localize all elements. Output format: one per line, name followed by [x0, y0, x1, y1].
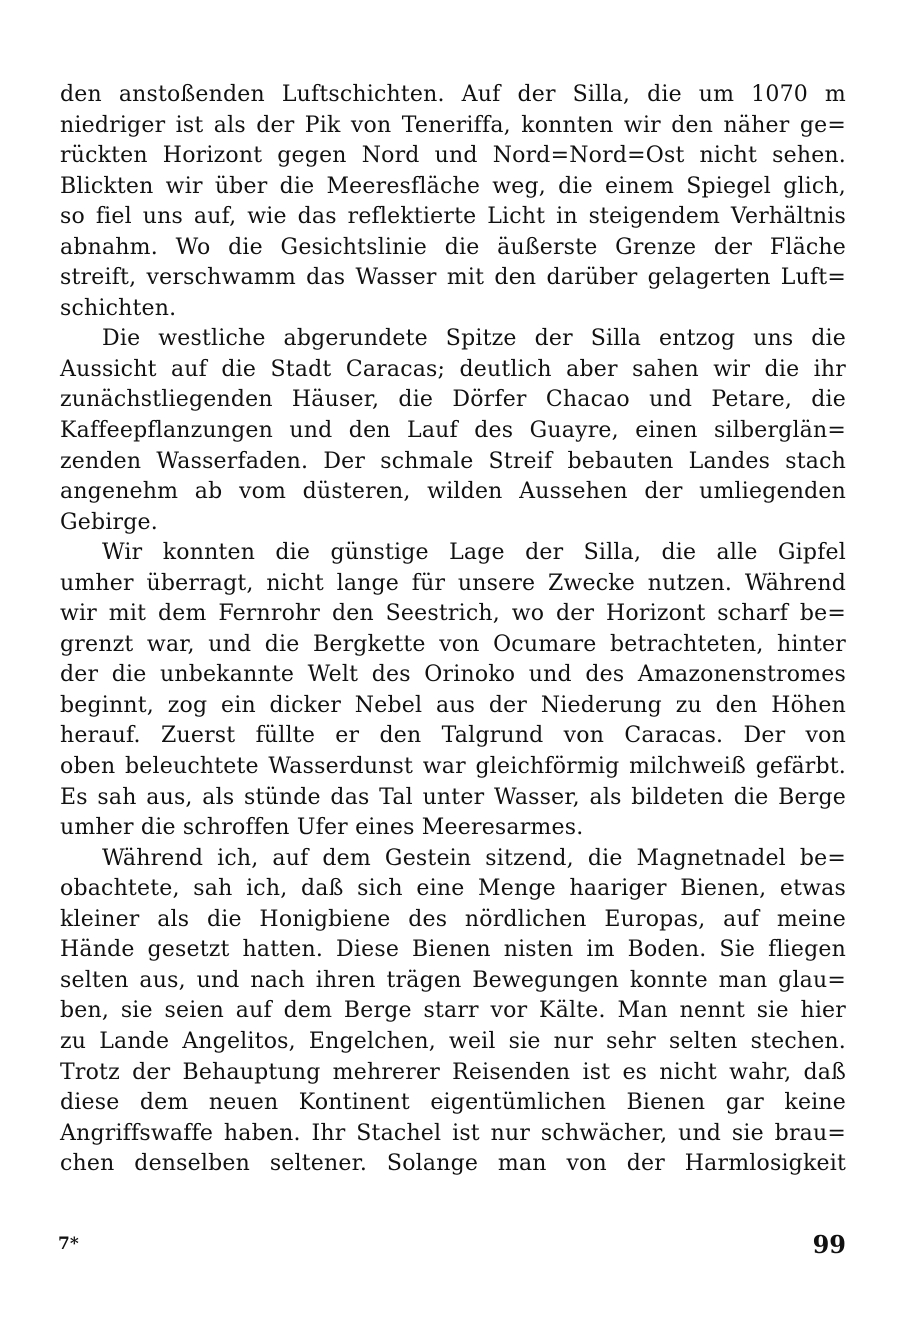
- text-line: Gebirge.: [60, 509, 158, 535]
- page-body-text: [60, 80, 846, 1180]
- text-line: grenzt war, und die Bergkette von Ocumare betrachteten, hinter: [60, 631, 846, 657]
- text-line: so fiel uns auf, wie das reflektierte Licht in steigendem Verhältnis: [60, 204, 846, 230]
- signature-mark: 7*: [58, 1234, 79, 1254]
- text-line: Blickten wir über die Meeresfläche weg, die einem Spiegel glich,: [60, 173, 846, 199]
- text-line: den anstoßenden Luftschichten. Auf der Silla, die um 1070 m: [60, 82, 846, 107]
- text-line: umher überragt, nicht lange für unsere Zwecke nutzen. Während: [60, 570, 846, 596]
- text-line: Aussicht auf die Stadt Caracas; deutlich aber sahen wir die ihr: [60, 356, 846, 382]
- text-line: oben beleuchtete Wasserdunst war gleichförmig milchweiß gefärbt.: [60, 754, 846, 780]
- paragraph-first-line: Wir konnten die günstige Lage der Silla, die alle Gipfel: [102, 540, 846, 566]
- paragraph-first-line: Die westliche abgerundete Spitze der Silla entzog uns die: [102, 326, 846, 352]
- text-line: ben, sie seien auf dem Berge starr vor Kälte. Man nennt sie hier: [60, 998, 846, 1024]
- text-line: Angriffswaffe haben. Ihr Stachel ist nur schwächer, und sie brau=: [60, 1120, 846, 1146]
- text-line: Trotz der Behauptung mehrerer Reisenden ist es nicht wahr, daß: [60, 1059, 846, 1085]
- text-line: der die unbekannte Welt des Orinoko und des Amazonenstromes: [60, 662, 846, 688]
- text-line: schichten.: [60, 295, 177, 321]
- text-line: rückten Horizont gegen Nord und Nord=Nord=Ost nicht sehen.: [60, 143, 846, 169]
- page-number: 99: [812, 1230, 846, 1259]
- text-line: herauf. Zuerst füllte er den Talgrund von Caracas. Der von: [60, 723, 846, 749]
- text-line: abnahm. Wo die Gesichtslinie die äußerste Grenze der Fläche: [60, 234, 846, 260]
- text-line: streift, verschwamm das Wasser mit den darüber gelagerten Luft=: [60, 265, 846, 291]
- text-line: diese dem neuen Kontinent eigentümlichen Bienen gar keine: [60, 1090, 846, 1116]
- text-line: kleiner als die Honigbiene des nördlichen Europas, auf meine: [60, 906, 846, 932]
- text-line: zu Lande Angelitos, Engelchen, weil sie nur sehr selten stechen.: [60, 1028, 846, 1054]
- text-line: Kaffeepflanzungen und den Lauf des Guayre, einen silberglän=: [60, 418, 846, 444]
- paragraph-first-line: Während ich, auf dem Gestein sitzend, die Magnetnadel be=: [102, 845, 846, 871]
- text-line: Hände gesetzt hatten. Diese Bienen nisten im Boden. Sie fliegen: [60, 937, 846, 963]
- text-line: angenehm ab vom düsteren, wilden Aussehen der umliegenden: [60, 479, 846, 505]
- text-line: beginnt, zog ein dicker Nebel aus der Niederung zu den Höhen: [60, 692, 846, 718]
- text-line: zenden Wasserfaden. Der schmale Streif bebauten Landes stach: [60, 448, 846, 474]
- text-line: umher die schroffen Ufer eines Meeresarmes.: [60, 815, 584, 841]
- text-line: chen denselben seltener. Solange man von der Harmlosigkeit: [60, 1151, 846, 1177]
- text-line: selten aus, und nach ihren trägen Bewegungen konnte man glau=: [60, 967, 846, 993]
- text-line: obachtete, sah ich, daß sich eine Menge haariger Bienen, etwas: [60, 876, 846, 902]
- text-line: Es sah aus, als stünde das Tal unter Wasser, als bildeten die Berge: [60, 784, 846, 810]
- text-line: wir mit dem Fernrohr den Seestrich, wo der Horizont scharf be=: [60, 601, 846, 627]
- text-line: zunächstliegenden Häuser, die Dörfer Chacao und Petare, die: [60, 387, 846, 413]
- text-line: niedriger ist als der Pik von Teneriffa, konnten wir den näher ge=: [60, 112, 846, 138]
